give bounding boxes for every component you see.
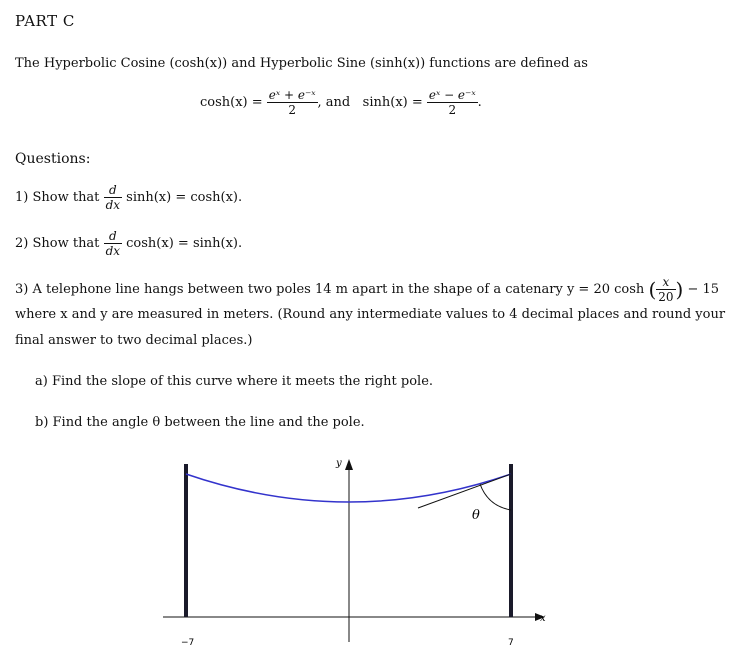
cosh-numerator: eˣ + e⁻ˣ <box>268 88 316 102</box>
question-3-line2: where x and y are measured in meters. (Round any intermediate values to 4 decimal places and round your <box>15 307 726 322</box>
intro-text: The Hyperbolic Cosine (cosh(x)) and Hyperbolic Sine (sinh(x)) functions are defined as <box>15 56 588 71</box>
q2-rest: cosh(x) = sinh(x). <box>126 236 243 251</box>
definition-period: . <box>477 95 482 110</box>
page-title: PART C <box>15 12 75 30</box>
q2-d: d <box>104 229 122 244</box>
q1-prefix: 1) Show that <box>15 190 100 205</box>
q3-frac-num: x <box>656 275 675 290</box>
q1-rest: sinh(x) = cosh(x). <box>126 190 243 205</box>
sinh-numerator: eˣ − e⁻ˣ <box>428 88 476 102</box>
sinh-lhs: sinh(x) = <box>362 95 423 110</box>
left-tick-label: −7 <box>181 638 195 648</box>
q2-prefix: 2) Show that <box>15 236 100 251</box>
sinh-denominator: 2 <box>448 103 457 117</box>
and-connector: , and <box>317 95 351 110</box>
q1-dx: dx <box>105 198 121 212</box>
tangent-line <box>418 474 511 508</box>
cosh-denominator: 2 <box>288 103 296 117</box>
y-axis-label: y <box>336 458 342 469</box>
question-3-line3: final answer to two decimal places.) <box>15 333 253 348</box>
questions-label: Questions: <box>15 151 91 167</box>
cosh-lhs: cosh(x) = <box>200 95 263 110</box>
q3-tail: − 15 <box>687 282 720 297</box>
question-a: a) Find the slope of this curve where it meets the right pole. <box>35 374 434 389</box>
right-tick-label: 7 <box>508 638 514 648</box>
question-3-line1: 3) A telephone line hangs between two poles 14 m apart in the shape of a catenary y = 20 cosh ( $\frac{x}{20}$ ) − 15 <box>15 275 720 304</box>
q2-dx: dx <box>105 244 121 258</box>
x-axis-label: x <box>540 613 546 624</box>
q1-d: d <box>104 183 122 198</box>
angle-arc <box>480 484 511 510</box>
y-axis-arrow <box>345 459 353 470</box>
question-b: b) Find the angle θ between the line and the pole. <box>35 415 365 430</box>
theta-label: θ <box>472 508 480 523</box>
q3-frac-den: 20 <box>658 290 674 304</box>
q3-line1-text: 3) A telephone line hangs between two poles 14 m apart in the shape of a catenary y = 20 cosh <box>15 282 645 297</box>
